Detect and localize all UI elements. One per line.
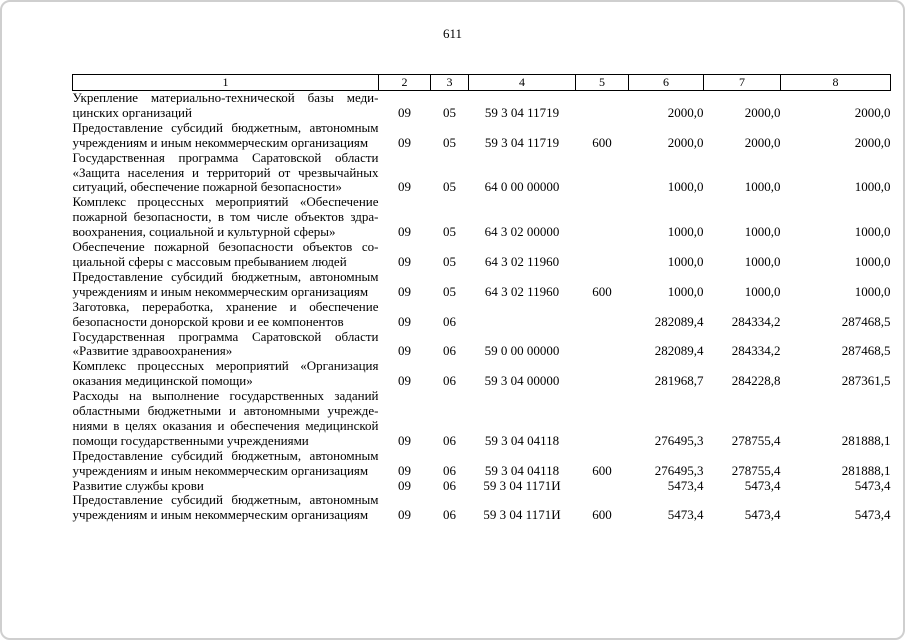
amount-year2-cell: 2000,0 — [744, 104, 781, 120]
target-article-cell — [469, 300, 576, 330]
section-code-cell: 09 — [398, 462, 411, 478]
subsection-code-cell: 05 — [443, 253, 456, 269]
expense-name-cell: Предоставление субсидий бюджетным, автономным учреждениям и иным некоммерческим организациям — [72, 119, 379, 150]
target-article-cell: 59 3 04 1171И — [483, 507, 561, 523]
expense-type-cell — [576, 91, 629, 121]
section-code-cell: 09 — [398, 313, 411, 329]
subsection-code-cell: 05 — [443, 104, 456, 120]
amount-year1-cell: 282089,4 — [654, 343, 704, 359]
amount-year2-cell: 1000,0 — [744, 224, 781, 240]
expense-name-cell: Расходы на выполнение государственных заданий областными бюджетными и автономными учреждениями в целях оказания и обеспечения медицинской помощи государственными учреждениями — [72, 388, 379, 448]
subsection-code-cell: 05 — [443, 134, 456, 150]
amount-year2-cell: 284228,8 — [731, 373, 781, 389]
amount-year1-cell: 1000,0 — [667, 179, 704, 195]
amount-year1-cell: 282089,4 — [654, 313, 704, 329]
section-code-cell: 09 — [398, 134, 411, 150]
amount-year2-cell: 284334,2 — [731, 313, 781, 329]
amount-year1-cell: 5473,4 — [667, 477, 704, 493]
amount-year3-cell: 2000,0 — [854, 104, 891, 120]
amount-year1-cell: 1000,0 — [667, 224, 704, 240]
section-code-cell: 09 — [398, 477, 411, 493]
page-number: 611 — [442, 26, 463, 41]
amount-year3-cell: 1000,0 — [854, 224, 891, 240]
expense-name-cell: Государственная программа Саратовской области «Защита населения и территорий от чрезвычайных ситуаций, обеспечение пожарной безопасности» — [72, 149, 379, 195]
expense-type-cell — [576, 195, 629, 240]
amount-year3-cell: 287361,5 — [841, 373, 891, 389]
expense-type-cell — [576, 479, 629, 494]
table-row — [73, 330, 891, 360]
table-row — [73, 389, 891, 449]
amount-year3-cell: 1000,0 — [854, 283, 891, 299]
table-header-row — [73, 75, 891, 91]
expense-type-cell — [576, 389, 629, 449]
amount-year3-cell: 287468,5 — [841, 313, 891, 329]
subsection-code-cell: 05 — [443, 224, 456, 240]
section-code-cell: 09 — [398, 179, 411, 195]
expense-name-cell: Обеспечение пожарной безопасности объектов социальной сферы с массовым пребыванием людей — [72, 239, 379, 269]
target-article-cell: 59 3 04 11719 — [484, 134, 560, 150]
target-article-cell: 59 3 04 11719 — [484, 104, 560, 120]
expense-name-cell: Комплекс процессных мероприятий «Организация оказания медицинской помощи» — [72, 358, 379, 389]
amount-year1-cell: 2000,0 — [667, 104, 704, 120]
section-code-cell: 09 — [398, 373, 411, 389]
amount-year1-cell: 5473,4 — [667, 507, 704, 523]
amount-year2-cell: 1000,0 — [744, 253, 781, 269]
section-code-cell: 09 — [398, 507, 411, 523]
subsection-code-cell: 06 — [443, 343, 456, 359]
target-article-cell: 59 3 04 04118 — [484, 462, 560, 478]
expense-type-cell — [576, 151, 629, 196]
target-article-cell: 64 3 02 00000 — [484, 224, 560, 240]
table-row — [73, 449, 891, 479]
amount-year2-cell: 284334,2 — [731, 343, 781, 359]
section-code-cell: 09 — [398, 283, 411, 299]
expense-type-cell — [576, 240, 629, 270]
target-article-cell: 64 3 02 11960 — [484, 283, 560, 299]
expense-name-cell: Предоставление субсидий бюджетным, автономным учреждениям и иным некоммерческим организациям — [72, 268, 379, 299]
amount-year1-cell: 1000,0 — [667, 283, 704, 299]
subsection-code-cell: 06 — [443, 313, 456, 329]
section-code-cell: 09 — [398, 432, 411, 448]
expense-type-cell: 600 — [592, 462, 612, 478]
expense-name-cell: Развитие службы крови — [72, 477, 204, 493]
expense-name-cell: Укрепление материально-технической базы медицинских организаций — [72, 90, 379, 120]
amount-year1-cell: 281968,7 — [654, 373, 704, 389]
amount-year2-cell: 5473,4 — [744, 477, 781, 493]
amount-year3-cell: 5473,4 — [854, 477, 891, 493]
subsection-code-cell: 05 — [443, 283, 456, 299]
table-body — [73, 91, 891, 524]
table-row — [73, 151, 891, 196]
subsection-code-cell: 05 — [443, 179, 456, 195]
amount-year3-cell: 287468,5 — [841, 343, 891, 359]
subsection-code-cell: 06 — [443, 477, 456, 493]
expense-type-cell: 600 — [592, 283, 612, 299]
column-header-5: 5 — [576, 75, 629, 91]
expense-type-cell: 600 — [592, 134, 612, 150]
column-header-6: 6 — [629, 75, 704, 91]
expense-name-cell: Предоставление субсидий бюджетным, автономным учреждениям и иным некоммерческим организациям — [72, 492, 379, 523]
amount-year1-cell: 2000,0 — [667, 134, 704, 150]
expense-name-cell: Комплекс процессных мероприятий «Обеспечение пожарной безопасности, в том числе объектов здравоохранения, социальной и культурной сферы» — [72, 194, 379, 240]
table-row — [73, 479, 891, 494]
table-row — [73, 270, 891, 300]
expense-type-cell: 600 — [592, 507, 612, 523]
column-header-3: 3 — [431, 75, 469, 91]
table-row — [73, 359, 891, 389]
table-header — [73, 75, 891, 91]
amount-year1-cell: 276495,3 — [654, 432, 704, 448]
expense-type-cell — [576, 330, 629, 360]
amount-year1-cell: 1000,0 — [667, 253, 704, 269]
table-row — [73, 195, 891, 240]
column-header-8: 8 — [781, 75, 891, 91]
target-article-cell: 59 3 04 1171И — [483, 477, 561, 493]
amount-year3-cell: 5473,4 — [854, 507, 891, 523]
subsection-code-cell: 06 — [443, 373, 456, 389]
subsection-code-cell: 06 — [443, 462, 456, 478]
expense-type-cell — [576, 359, 629, 389]
table-row — [73, 240, 891, 270]
table-row — [73, 91, 891, 121]
section-code-cell: 09 — [398, 104, 411, 120]
expense-name-cell: Государственная программа Саратовской области «Развитие здравоохранения» — [72, 328, 379, 359]
table-row — [73, 121, 891, 151]
section-code-cell: 09 — [398, 343, 411, 359]
amount-year2-cell: 1000,0 — [744, 283, 781, 299]
column-header-7: 7 — [704, 75, 781, 91]
expense-name-cell: Заготовка, переработка, хранение и обеспечение безопасности донорской крови и ее компонентов — [72, 298, 379, 329]
amount-year2-cell: 278755,4 — [731, 432, 781, 448]
amount-year3-cell: 2000,0 — [854, 134, 891, 150]
section-code-cell: 09 — [398, 253, 411, 269]
expense-type-cell — [576, 300, 629, 330]
amount-year3-cell: 281888,1 — [841, 432, 891, 448]
budget-table — [72, 74, 891, 523]
subsection-code-cell: 06 — [443, 432, 456, 448]
amount-year3-cell: 1000,0 — [854, 253, 891, 269]
target-article-cell: 59 0 00 00000 — [484, 343, 560, 359]
amount-year2-cell: 278755,4 — [731, 462, 781, 478]
amount-year2-cell: 1000,0 — [744, 179, 781, 195]
target-article-cell: 59 3 04 00000 — [484, 373, 560, 389]
column-header-2: 2 — [379, 75, 431, 91]
table-row — [73, 493, 891, 523]
table-row — [73, 300, 891, 330]
amount-year1-cell: 276495,3 — [654, 462, 704, 478]
target-article-cell: 59 3 04 04118 — [484, 432, 560, 448]
column-header-4: 4 — [469, 75, 576, 91]
target-article-cell: 64 3 02 11960 — [484, 253, 560, 269]
amount-year3-cell: 281888,1 — [841, 462, 891, 478]
target-article-cell: 64 0 00 00000 — [484, 179, 560, 195]
amount-year3-cell: 1000,0 — [854, 179, 891, 195]
expense-name-cell: Предоставление субсидий бюджетным, автономным учреждениям и иным некоммерческим организациям — [72, 447, 379, 478]
amount-year2-cell: 5473,4 — [744, 507, 781, 523]
column-header-1: 1 — [73, 75, 379, 91]
amount-year2-cell: 2000,0 — [744, 134, 781, 150]
subsection-code-cell: 06 — [443, 507, 456, 523]
section-code-cell: 09 — [398, 224, 411, 240]
